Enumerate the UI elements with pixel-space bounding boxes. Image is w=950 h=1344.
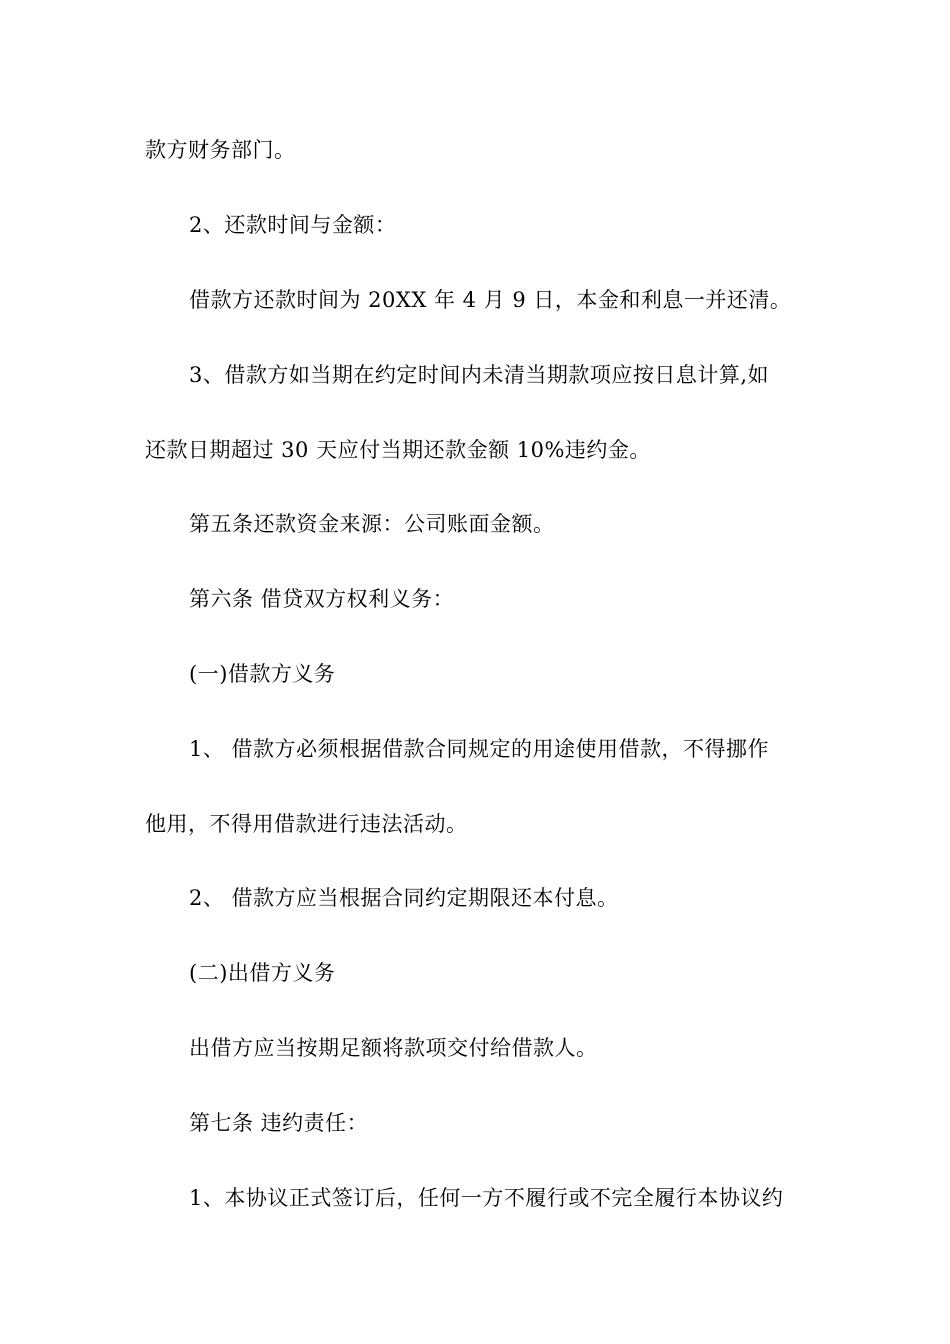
text-line: 款方财务部门。 — [145, 138, 296, 162]
section-heading: 第七条 违约责任： — [189, 1111, 369, 1135]
section-heading: 第六条 借贷双方权利义务： — [189, 587, 455, 611]
section-heading: 第五条还款资金来源：公司账面金额。 — [189, 512, 555, 536]
text-line: 借款方还款时间为 20XX 年 4 月 9 日，本金和利息一并还清。 — [189, 288, 792, 312]
text-line: 3、借款方如当期在约定时间内未清当期款项应按日息计算,如 — [189, 363, 770, 387]
subsection-heading: (二)出借方义务 — [189, 961, 336, 985]
text-line: 出借方应当按期足额将款项交付给借款人。 — [189, 1036, 598, 1060]
text-line: 2、还款时间与金额： — [189, 213, 397, 237]
text-line: 1、本协议正式签订后，任何一方不履行或不完全履行本协议约 — [189, 1186, 784, 1210]
text-line: 还款日期超过 30 天应付当期还款金额 10%违约金。 — [145, 438, 651, 462]
subsection-heading: (一)借款方义务 — [189, 662, 336, 686]
text-line: 2、 借款方应当根据合同约定期限还本付息。 — [189, 886, 619, 910]
text-line: 1、 借款方必须根据借款合同规定的用途使用借款，不得挪作 — [189, 737, 770, 761]
text-line: 他用，不得用借款进行违法活动。 — [145, 812, 468, 836]
